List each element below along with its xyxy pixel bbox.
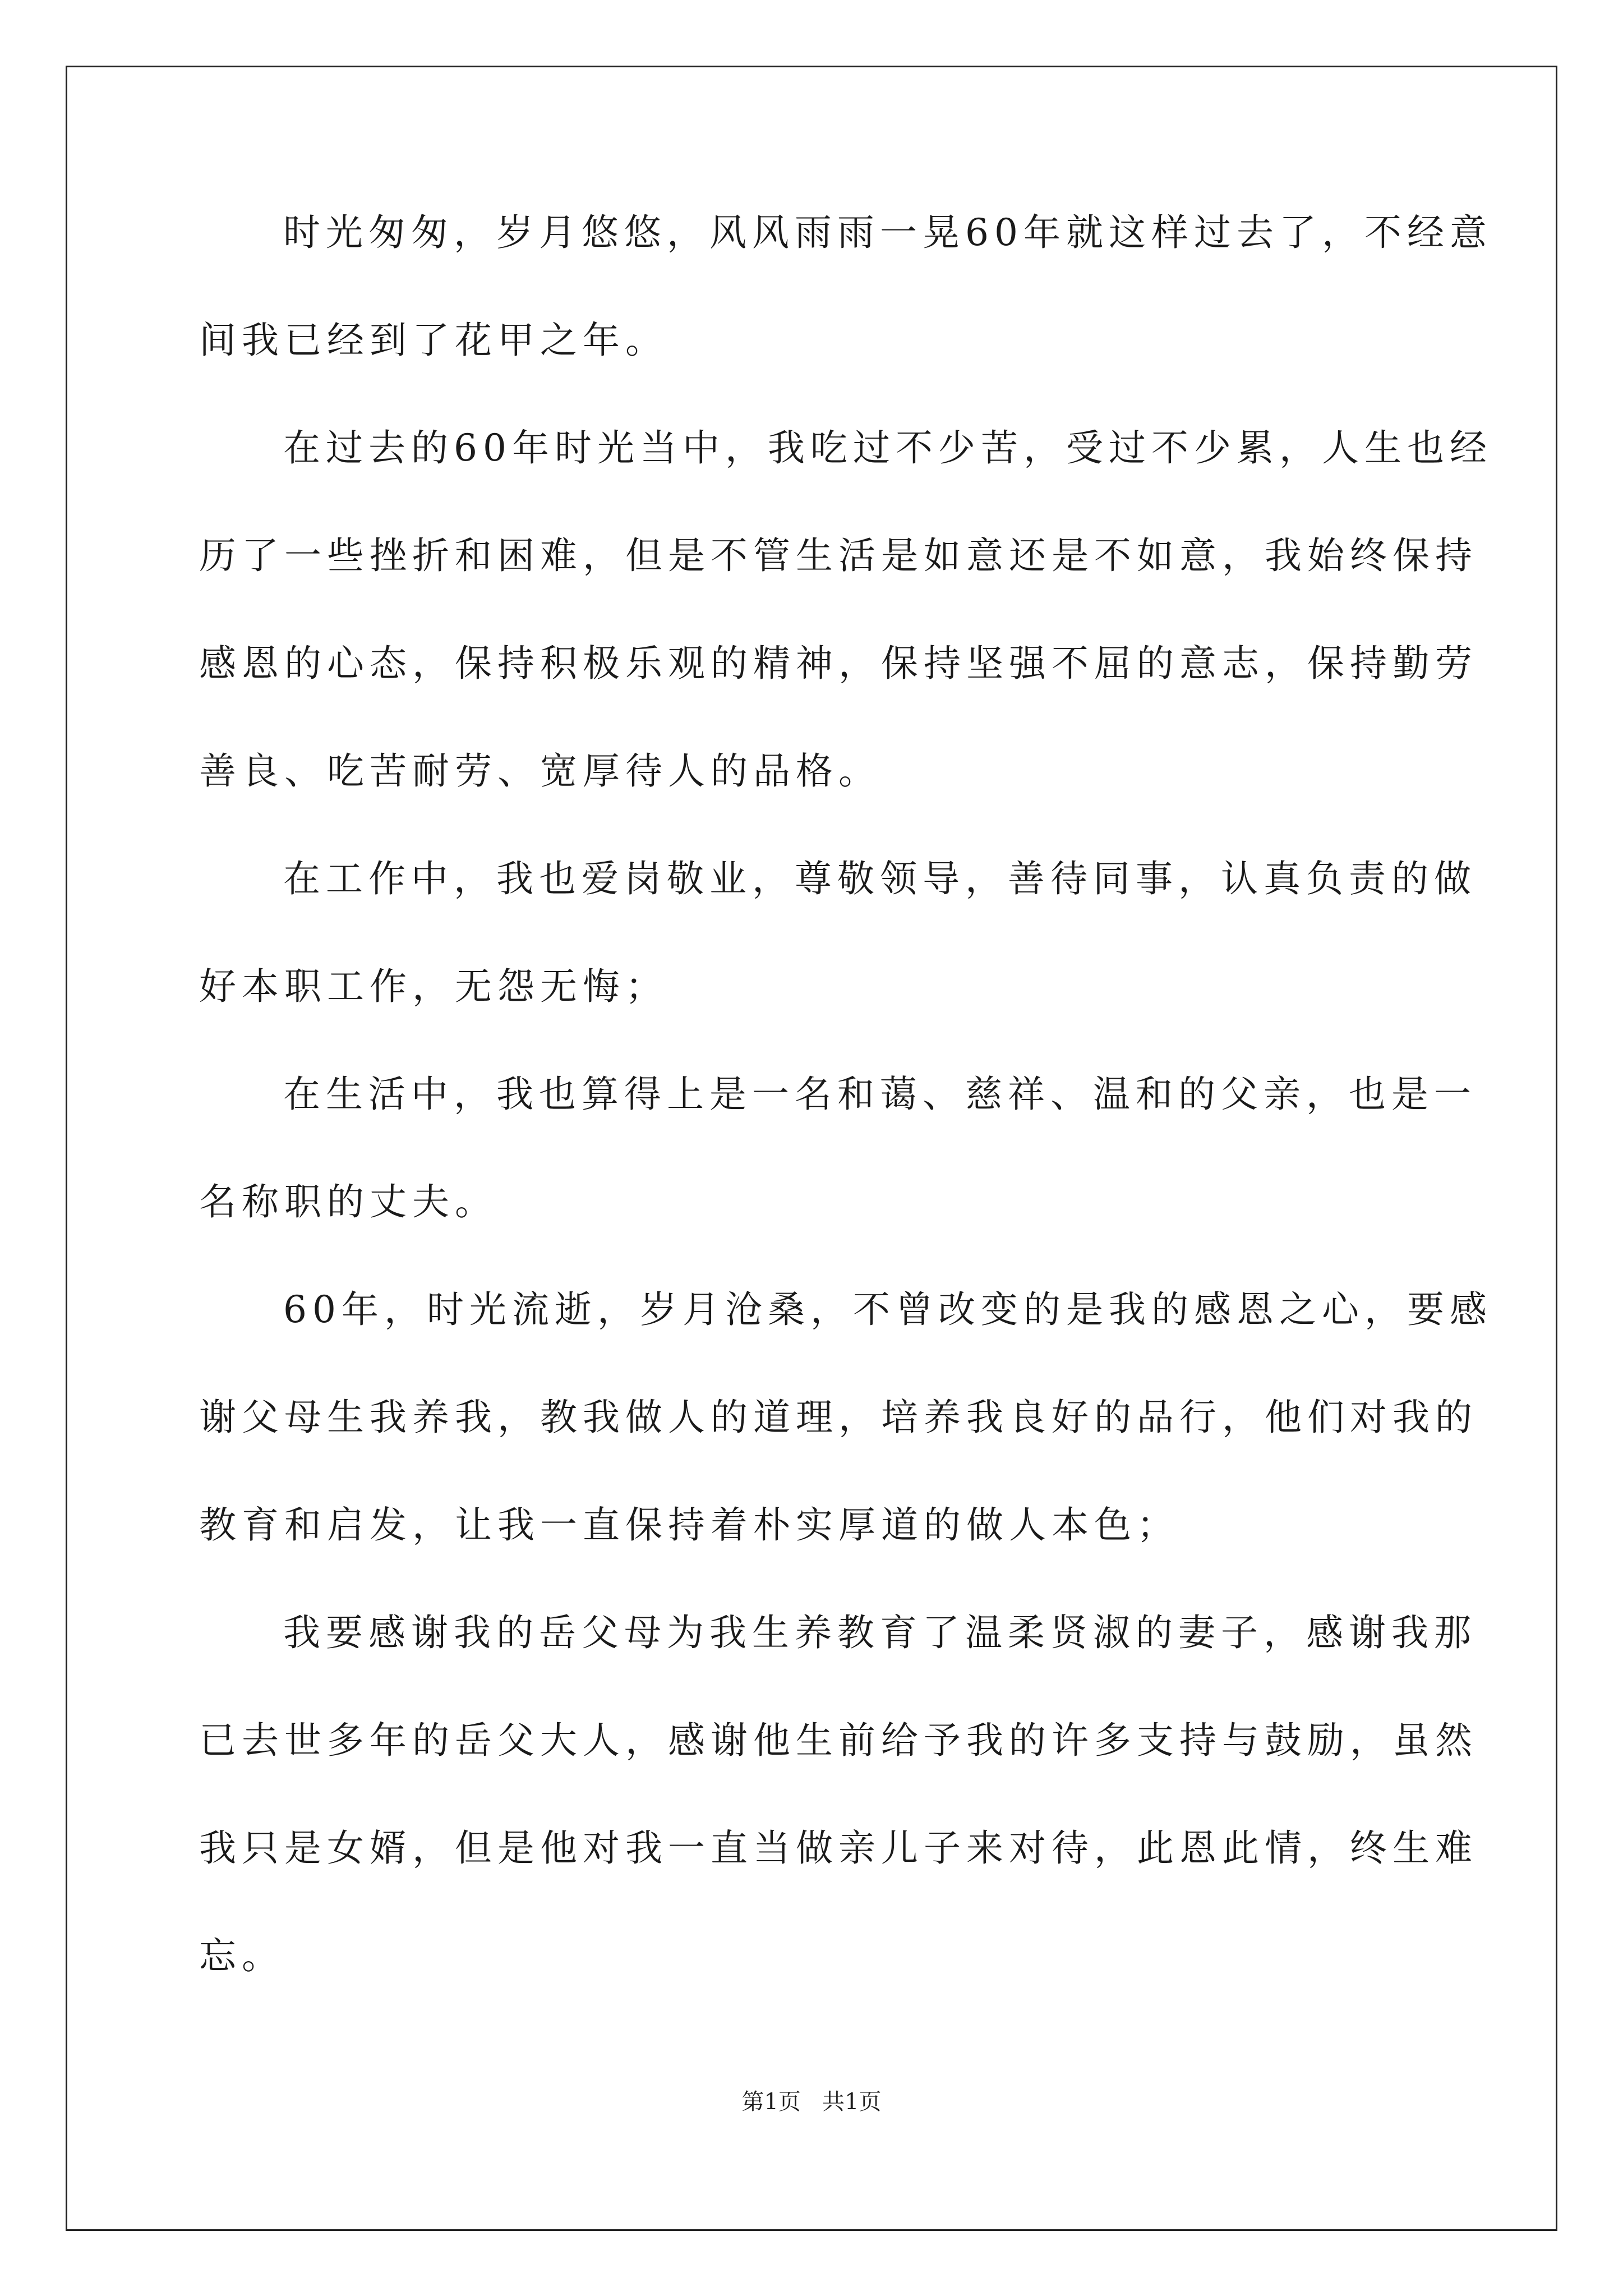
paragraph-6-line-4: 忘。 xyxy=(199,1934,284,1977)
paragraph-2-line-2: 历了一些挫折和困难，但是不管生活是如意还是不如意，我始终保持 xyxy=(199,534,1478,577)
paragraph-5-line-3: 教育和启发，让我一直保持着朴实厚道的做人本色； xyxy=(199,1503,1179,1547)
document-body xyxy=(199,211,1492,1977)
paragraph-2-line-1: 在过去的60年时光当中，我吃过不少苦，受过不少累，人生也经 xyxy=(283,426,1492,470)
paragraph-5-line-1: 60年，时光流逝，岁月沧桑，不曾改变的是我的感恩之心，要感 xyxy=(283,1288,1492,1331)
paragraph-3-line-1: 在工作中，我也爱岗敬业，尊敬领导，善待同事，认真负责的做 xyxy=(283,857,1477,900)
paragraph-4-line-1: 在生活中，我也算得上是一名和蔼、慈祥、温和的父亲，也是一 xyxy=(283,1073,1477,1116)
paragraph-5-line-2: 谢父母生我养我，教我做人的道理，培养我良好的品行，他们对我的 xyxy=(199,1396,1478,1439)
paragraph-6-line-3: 我只是女婿，但是他对我一直当做亲儿子来对待，此恩此情，终生难 xyxy=(199,1826,1478,1870)
paragraph-6-line-2: 已去世多年的岳父大人，感谢他生前给予我的许多支持与鼓励，虽然 xyxy=(199,1719,1478,1762)
paragraph-3-line-2: 好本职工作，无怨无悔； xyxy=(199,965,668,1008)
paragraph-6-line-1: 我要感谢我的岳父母为我生养教育了温柔贤淑的妻子，感谢我那 xyxy=(283,1611,1477,1654)
paragraph-2-line-3: 感恩的心态，保持积极乐观的精神，保持坚强不屈的意志，保持勤劳 xyxy=(199,642,1478,685)
paragraph-1-line-2: 间我已经到了花甲之年。 xyxy=(199,319,668,362)
page-number-footer: 第1页 共1页 xyxy=(741,2089,882,2115)
paragraph-2-line-4: 善良、吃苦耐劳、宽厚待人的品格。 xyxy=(199,749,881,793)
paragraph-4-line-2: 名称职的丈夫。 xyxy=(199,1180,497,1223)
paragraph-1-line-1: 时光匆匆，岁月悠悠，风风雨雨一晃60年就这样过去了，不经意 xyxy=(283,211,1492,254)
